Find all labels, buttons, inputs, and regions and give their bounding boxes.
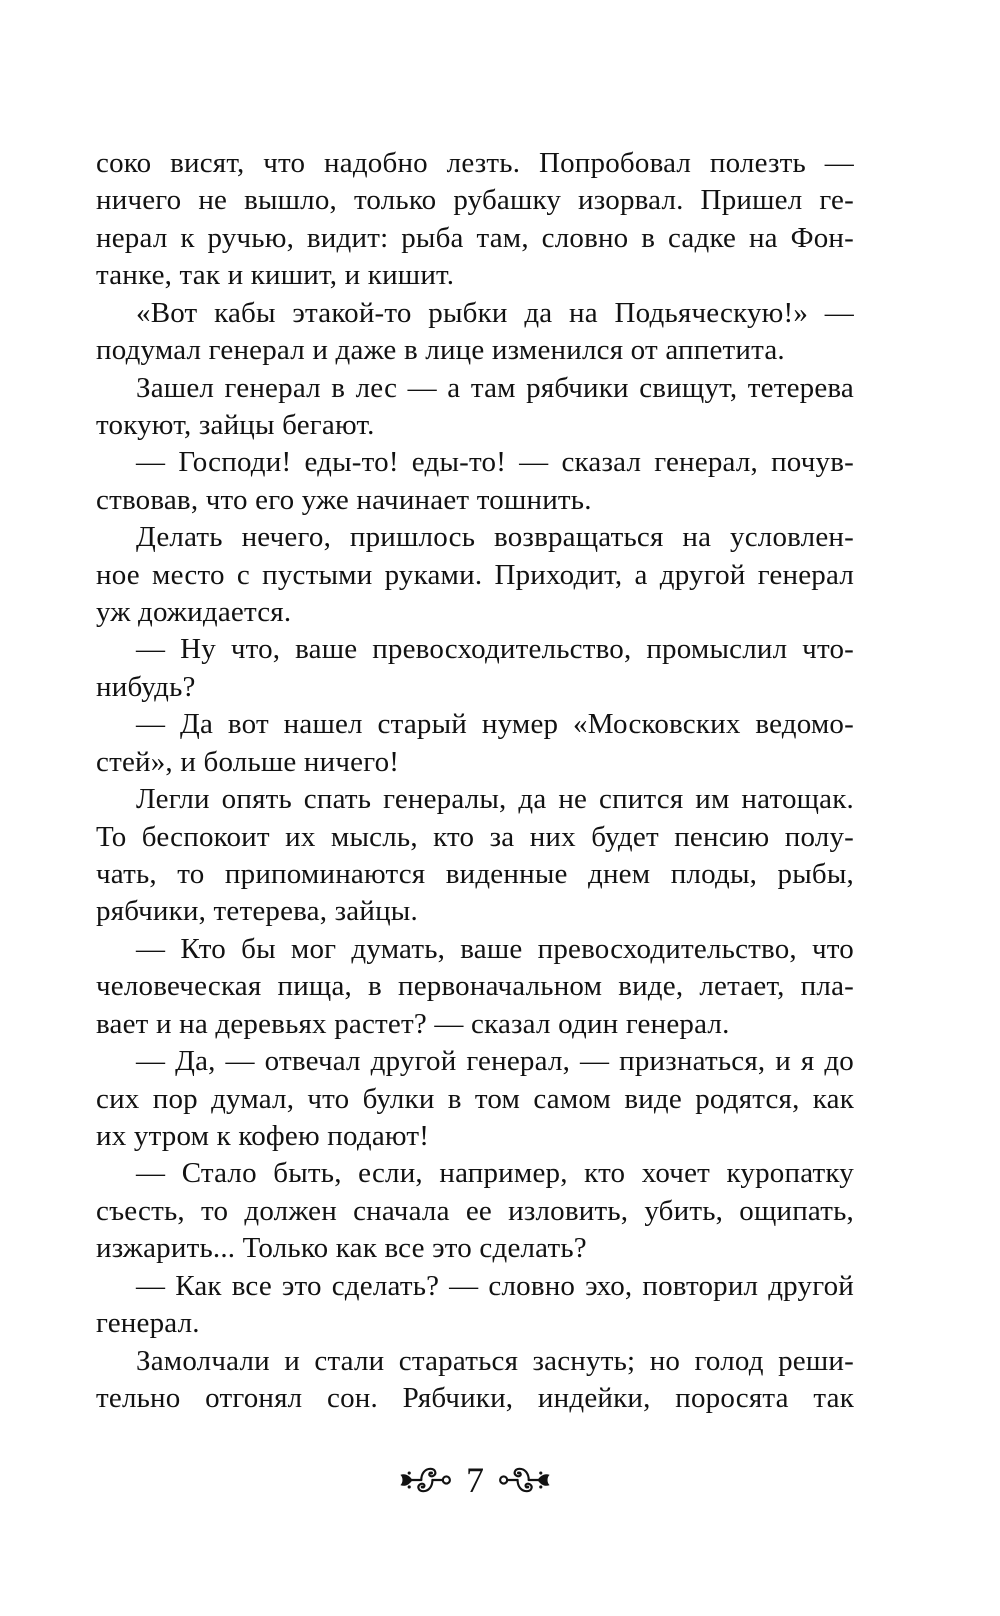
text-line: соко висят, что надобно лезть. Попробовал полезть —: [96, 147, 854, 179]
text-line: ное место с пустыми руками. Приходит, а другой генерал: [96, 558, 854, 591]
text-line: вает и на деревьях растет? — сказал один генерал.: [96, 1007, 730, 1040]
text-line: сих пор думал, что булки в том самом виде родятся, как: [96, 1082, 854, 1115]
text-line: Зашел генерал в лес — а там рябчики свищут, тетерева: [136, 371, 854, 404]
text-line: — Да вот нашел старый нумер «Московских ведомо-: [136, 708, 854, 741]
text-line: изжарить... Только как все это сделать?: [96, 1232, 587, 1265]
text-line: — Кто бы мог думать, ваше превосходительство, что: [136, 932, 854, 965]
text-line: — Ну что, ваше превосходительство, промыслил что-: [136, 633, 854, 666]
text-line: — Господи! еды-то! еды-то! — сказал генерал, почув-: [136, 446, 854, 479]
text-line: подумал генерал и даже в лице изменился от аппетита.: [96, 334, 785, 367]
text-line: — Как все это сделать? — словно эхо, повторил другой: [136, 1269, 854, 1302]
page-footer: [96, 1462, 854, 1498]
page-number: 7: [466, 1460, 484, 1500]
fleuron-left-icon: [399, 1466, 451, 1494]
text-line: съесть, то должен сначала ее изловить, убить, ощипать,: [96, 1194, 854, 1227]
text-line: ничего не вышло, только рубашку изорвал. Пришел ге-: [96, 184, 854, 217]
text-line: их утром к кофею подают!: [96, 1119, 430, 1152]
text-line: Замолчали и стали стараться заснуть; но голод реши-: [136, 1344, 854, 1377]
text-line: рябчики, тетерева, зайцы.: [96, 895, 418, 928]
text-line: человеческая пища, в первоначальном виде, летает, пла-: [96, 970, 854, 1003]
text-line: «Вот кабы этакой-то рыбки да на Подьяческую!» —: [136, 296, 854, 329]
text-line: токуют, зайцы бегают.: [96, 408, 375, 441]
text-line: генерал.: [96, 1307, 200, 1340]
page-text: [96, 145, 854, 1417]
text-line: ствовав, что его уже начинает тошнить.: [96, 483, 592, 516]
text-line: уж дожидается.: [96, 596, 292, 629]
text-line: танке, так и кишит, и кишит.: [96, 259, 455, 292]
text-line: Легли опять спать генералы, да не спится им натощак.: [136, 783, 854, 816]
text-line: — Да, — отвечал другой генерал, — признаться, и я до: [136, 1045, 854, 1078]
text-line: нибудь?: [96, 670, 196, 703]
text-line: тельно отгонял сон. Рябчики, индейки, поросята так: [96, 1381, 854, 1414]
text-line: То беспокоит их мысль, кто за них будет пенсию полу-: [96, 820, 854, 853]
text-line: нерал к ручью, видит: рыба там, словно в садке на Фон-: [96, 221, 854, 254]
text-line: стей», и больше ничего!: [96, 745, 400, 778]
text-line: — Стало быть, если, например, кто хочет куропатку: [136, 1157, 854, 1190]
text-line: чать, то припоминаются виденные днем плоды, рыбы,: [96, 858, 854, 891]
fleuron-right-icon: [499, 1466, 551, 1494]
text-line: Делать нечего, пришлось возвращаться на условлен-: [136, 521, 854, 554]
